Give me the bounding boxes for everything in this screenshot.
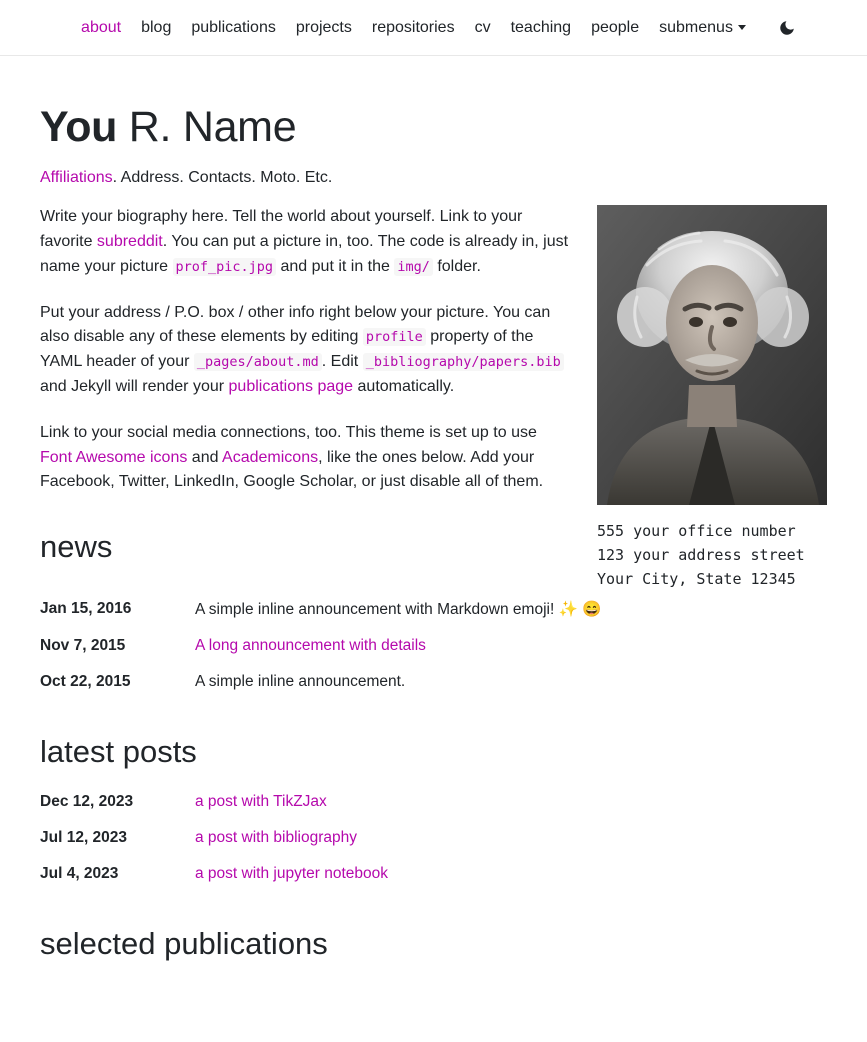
moon-icon[interactable]	[778, 19, 796, 37]
bio-p3-a: Link to your social media connections, too. This theme is set up to use	[40, 423, 537, 441]
post-text-1	[195, 784, 827, 820]
address-line-2: 123 your address street	[597, 546, 805, 565]
bio-paragraph-3	[40, 421, 580, 495]
page-subtitle	[40, 169, 827, 187]
academicons-link[interactable]: Academicons	[222, 448, 319, 466]
bio-p2-c: . Edit	[321, 353, 363, 371]
nav-item-repositories[interactable]: repositories	[371, 18, 455, 36]
bio-p2-d: and Jekyll will render your	[40, 378, 229, 396]
code-prof-pic: prof_pic.jpg	[173, 258, 277, 276]
nav-item-submenus[interactable]	[649, 19, 756, 37]
post-link-2[interactable]: a post with bibliography	[195, 829, 357, 847]
subreddit-link[interactable]: subreddit	[96, 233, 163, 251]
nav-item-people[interactable]: people	[591, 18, 640, 36]
profile-block	[597, 205, 827, 591]
nav-item-teaching[interactable]: teaching	[510, 18, 572, 36]
news-text-3: A simple inline announcement.	[195, 673, 406, 691]
address-line-1: 555 your office number	[597, 522, 796, 541]
news-text-2	[195, 628, 827, 664]
bio-p3-c: , like the ones below. Add your Facebook, Twitter, LinkedIn, Google Scholar, or just disable all of them.	[40, 448, 544, 491]
top-navbar	[0, 0, 867, 56]
table-row	[40, 664, 827, 700]
nav-item-about[interactable]: about	[81, 18, 122, 36]
post-date-3: Jul 4, 2023	[40, 865, 119, 883]
publications-page-link[interactable]: publications page	[228, 378, 354, 396]
bio-p3-b: and	[187, 448, 223, 466]
page-title	[40, 104, 827, 151]
news-text-1: A simple inline announcement with Markdown emoji! ✨ 😄	[195, 601, 602, 619]
latest-posts-heading: latest posts	[40, 734, 197, 770]
affiliations-link[interactable]: Affiliations	[40, 169, 113, 187]
post-date-2: Jul 12, 2023	[40, 829, 128, 847]
news-date-1: Jan 15, 2016	[40, 600, 132, 618]
bio-p1-b: . You can put a picture in, too. The code is already in, just name your picture	[40, 233, 569, 275]
code-img-folder: img/	[394, 258, 433, 276]
bio-paragraph-2	[40, 301, 580, 400]
selected-publications-heading: selected publications	[40, 926, 328, 962]
nav-item-cv[interactable]: cv	[474, 18, 491, 36]
table-row	[40, 628, 827, 664]
code-papers-bib: _bibliography/papers.bib	[363, 353, 564, 371]
bio-p1-a: Write your biography here. Tell the world about yourself. Link to your favorite	[40, 208, 523, 251]
post-link-3[interactable]: a post with jupyter notebook	[195, 865, 389, 883]
bio-p2-a: Put your address / P.O. box / other info right below your picture. You can also disable any of these elements by editing	[40, 303, 551, 346]
nav-item-blog[interactable]: blog	[141, 18, 172, 36]
address-line-3: Your City, State 12345	[597, 570, 796, 589]
code-profile: profile	[363, 328, 426, 346]
nav-item-submenus-label: submenus	[659, 18, 733, 36]
news-date-3: Oct 22, 2015	[40, 673, 131, 691]
post-link-1[interactable]: a post with TikZJax	[195, 793, 327, 811]
code-about-md: _pages/about.md	[194, 353, 322, 371]
profile-photo	[597, 205, 827, 505]
font-awesome-link[interactable]: Font Awesome icons	[40, 448, 188, 466]
page-subtitle-rest: . Address. Contacts. Moto. Etc.	[112, 169, 333, 187]
bio-paragraph-1	[40, 205, 580, 279]
page-title-strong: You	[40, 103, 118, 151]
post-text-3	[195, 856, 827, 892]
bio-p1-d: folder.	[432, 257, 481, 275]
table-row	[40, 591, 827, 628]
bio-p2-b: property of the YAML header of your	[40, 328, 534, 371]
news-table	[40, 591, 827, 700]
about-content	[40, 205, 827, 962]
chevron-down-icon	[738, 25, 746, 30]
bio-p2-e: automatically.	[353, 378, 455, 396]
table-row	[40, 820, 827, 856]
post-date-1: Dec 12, 2023	[40, 793, 134, 811]
nav-items	[71, 19, 796, 37]
profile-address	[597, 519, 827, 591]
nav-item-publications[interactable]: publications	[191, 18, 276, 36]
post-text-2	[195, 820, 827, 856]
table-row	[40, 784, 827, 820]
bio-p1-c: and put it in the	[276, 257, 395, 275]
latest-posts-table	[40, 784, 827, 892]
page-title-rest: R. Name	[117, 103, 297, 151]
news-link-2[interactable]: A long announcement with details	[195, 637, 426, 655]
table-row	[40, 856, 827, 892]
nav-item-projects[interactable]: projects	[295, 18, 352, 36]
news-date-2: Nov 7, 2015	[40, 637, 126, 655]
news-heading: news	[40, 529, 113, 565]
page-container	[0, 104, 867, 962]
